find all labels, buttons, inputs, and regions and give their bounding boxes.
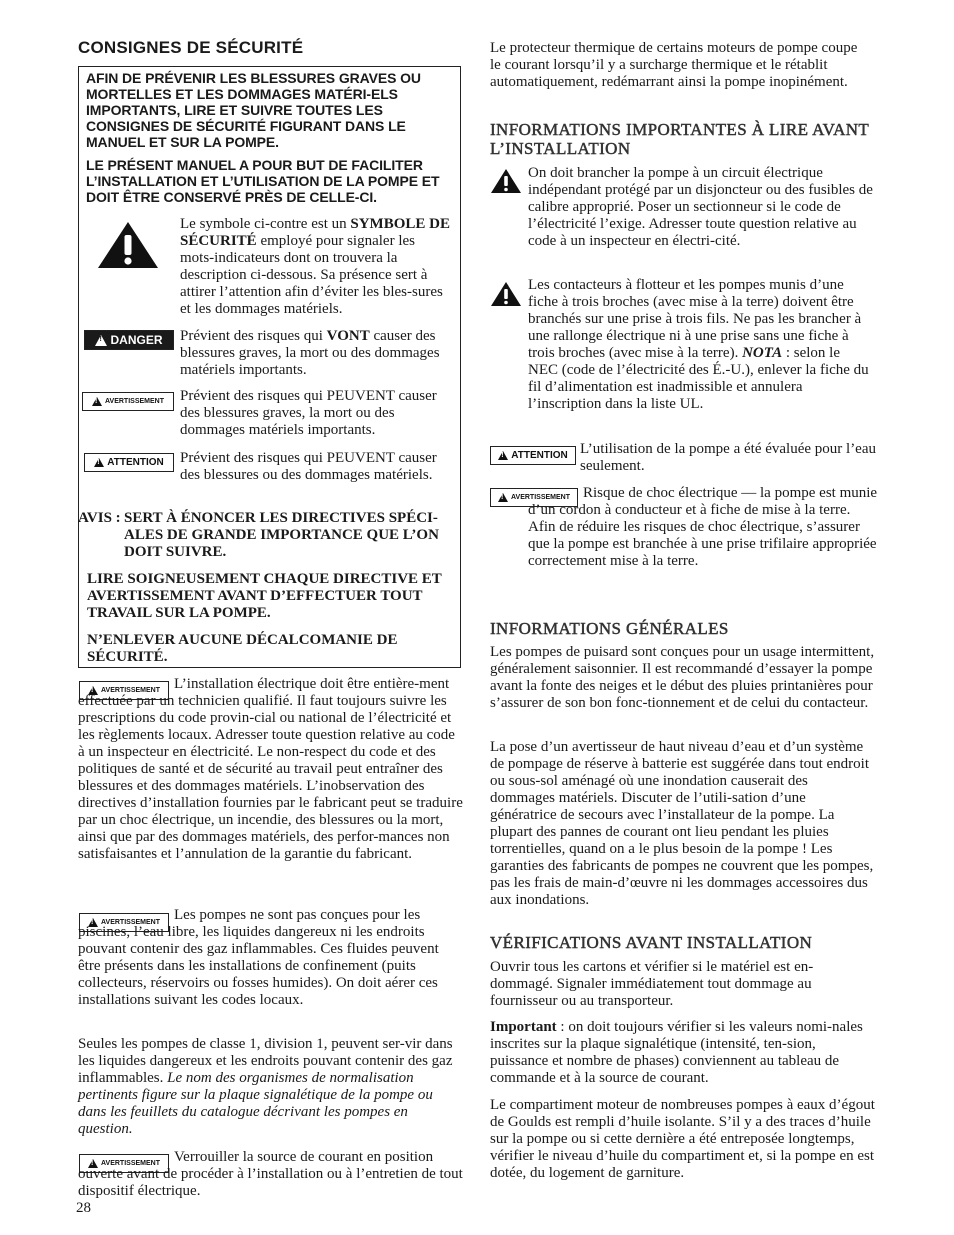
checks-text-2: Important : on doit toujours vérifier si les valeurs nomi-nales inscrites sur la plaque signalétique (intensité, ten-sion, puissance et nombre de phases) conviennent au tableau de commande et à la source de courant. bbox=[490, 1019, 863, 1086]
danger-badge: ! DANGER bbox=[84, 330, 174, 350]
warning-badge: ! AVERTISSEMENT bbox=[79, 1154, 169, 1173]
safety-alert-icon bbox=[490, 168, 522, 194]
thermal-protector-text: Le protecteur thermique de certains moteurs de pompe coupe le courant lorsqu’il y a surcharge thermique et le rétablit automatiquement, redémarrant ainsi la pompe inopinément. bbox=[490, 40, 858, 90]
heading-pre-installation-checks: VÉRIFICATIONS AVANT INSTALLATION bbox=[490, 933, 813, 952]
heading-important-info: INFORMATIONS IMPORTANTES À LIRE AVANT L’INSTALLATION bbox=[490, 120, 869, 158]
checks-text-1: Ouvrir tous les cartons et vérifier si le matériel est en-dommagé. Signaler immédiatement tout dommage au fournisseur ou au transporteur. bbox=[490, 959, 814, 1009]
warning-triangle-icon bbox=[498, 493, 508, 502]
safety-intro-1: AFIN DE PRÉVENIR LES BLESSURES GRAVES OU MORTELLES ET LES DOMMAGES MATÉRI-ELS IMPORTANTS, LIRE ET SUIVRE TOUTES LES CONSIGNES DE SÉCURITÉ FIGURANT DANS LE MANUEL ET SUR LA POMPE. bbox=[86, 70, 421, 150]
warning-triangle-icon bbox=[94, 458, 104, 467]
warning-badge: ! AVERTISSEMENT bbox=[79, 681, 169, 700]
water-only-text: L’utilisation de la pompe a été évaluée pour l’eau seulement. bbox=[580, 441, 877, 474]
section-title: CONSIGNES DE SÉCURITÉ bbox=[78, 38, 304, 57]
pools-hazard-text: Les pompes ne sont pas conçues pour les piscines, l’eau libre, les liquides dangereux ni les endroits pouvant contenir des gaz inflammables. Ces fluides peuvent être présents dans les installations de confinement (puits collecteurs, réservoirs ou fosses humides). On doit aérer ces installations suivant les codes locaux. bbox=[78, 907, 439, 1008]
warning-description: Prévient des risques qui PEUVENT causer des blessures graves, la mort ou des dommages matériels importants. bbox=[180, 388, 437, 438]
safety-intro-2: LE PRÉSENT MANUEL A POUR BUT DE FACILITER L’INSTALLATION ET L’UTILISATION DE LA POMPE ET DOIT ÊTRE CONSERVÉ PRÈS DE CELLE-CI. bbox=[86, 157, 440, 205]
warning-badge: ! AVERTISSEMENT bbox=[82, 392, 174, 411]
heading-general-info: INFORMATIONS GÉNÉRALES bbox=[490, 619, 729, 638]
electric-shock-text: Risque de choc électrique — la pompe est munie d’un cordon à conducteur et à fiche de mise à la terre. Afin de réduire les risques de choc électrique, s’assurer que la pompe est branchée à une prise trifilaire appropriée correctement mise à la terre. bbox=[528, 485, 878, 569]
electrical-installation-text: L’installation électrique doit être entière-ment effectuée par un technicien qualifié. Il faut toujours suivre les prescriptions du code provin-cial ou national de l’électricité et les règlements locaux. Adresser toute question relative au code à un inspecteur en électricité. Le non-respect du code et des politiques de santé et de sécurité au travail peut entraîner des blessures et des dommages matériels. L’inobservation des directives d’installation fournies par le fabricant peut se traduire par un choc électrique, un incendie, des blessures ou la mort, ainsi que par des dommages matériels, des perfor-mances non satisfaisantes et l’annulation de la garantie du fabricant. bbox=[78, 676, 463, 862]
page-number: 28 bbox=[76, 1200, 91, 1216]
do-not-remove-decals: N’ENLEVER AUCUNE DÉCALCOMANIE DE SÉCURITÉ. bbox=[87, 632, 398, 665]
class-division-text: Seules les pompes de classe 1, division 1, peuvent ser-vir dans les liquides dangereux et les endroits pouvant contenir des gaz inflammables. Le nom des organismes de normalisation pertinents figure sur la plaque signalétique de la pompe ou dans les feuillets du catalogue décrivant les pompes en question. bbox=[78, 1036, 453, 1137]
caution-badge: ! ATTENTION bbox=[490, 446, 576, 465]
symbol-description: Le symbole ci-contre est un SYMBOLE DE SÉCURITÉ employé pour signaler les mots-indicateurs dont on trouvera la description ci-dessous. Sa présence sert à attirer l’attention afin d’éviter les bles-sures et les dommages matériels. bbox=[180, 216, 450, 317]
warning-badge: ! AVERTISSEMENT bbox=[79, 913, 169, 932]
warning-badge: ! AVERTISSEMENT bbox=[490, 488, 578, 507]
circuit-text: On doit brancher la pompe à un circuit électrique indépendant protégé par un disjoncteur ou des fusibles de calibre approprié. Poser un sectionneur si le code de l’électricité l’exige. Adresser toute question relative au code à un inspecteur en électri-cité. bbox=[528, 165, 873, 249]
warning-triangle-icon bbox=[498, 451, 508, 460]
notice-paragraph: AVIS : SERT À ÉNONCER LES DIRECTIVES SPÉCI-ALES DE GRANDE IMPORTANCE QUE L’ON DOIT SUIVRE. bbox=[78, 510, 439, 560]
general-info-text-2: La pose d’un avertisseur de haut niveau d’eau et d’un système de pompage de réserve à batterie est suggérée dans tout endroit ou sous-sol aménagé où une inondation causerait des dommages matériels. Discuter de l’utili-sation d’une génératrice de secours avec l’installateur de la pompe. La plupart des pannes de courant ont lieu pendant les pluies torrentielles, quand on a le plus besoin de la pompe ! Les garanties des fabricants de pompes ne couvrent que les pompes, pas les frais de main-d’œuvre ni les dommages accessoires dus aux inondations. bbox=[490, 739, 874, 908]
general-info-text-1: Les pompes de puisard sont conçues pour un usage intermittent, généralement saisonnier. Il est recommandé d’essayer la pompe avant la fonte des neiges et le début des pluies printanières pour s’assurer de son bon fonc-tionnement et de celui du contacteur. bbox=[490, 644, 875, 711]
read-all-instructions: LIRE SOIGNEUSEMENT CHAQUE DIRECTIVE ET AVERTISSEMENT AVANT D’EFFECTUER TOUT TRAVAIL SUR LA POMPE. bbox=[87, 571, 442, 621]
caution-description: Prévient des risques qui PEUVENT causer des blessures ou des dommages matériels. bbox=[180, 450, 437, 483]
checks-text-3: Le compartiment moteur de nombreuses pompes à eaux d’égout de Goulds est rempli d’huile isolante. S’il y a des traces d’huile sur la pompe ou si cette dernière a été entreposée longtemps, vérifier le niveau d’huile du compartiment et, si la pompe en est dotée, du logement de garniture. bbox=[490, 1097, 875, 1181]
lockout-text: Verrouiller la source de courant en position ouverte avant de procéder à l’installation ou à l’entretien de tout dispositif électrique. bbox=[78, 1149, 463, 1199]
three-prong-plug-text: Les contacteurs à flotteur et les pompes munis d’une fiche à trois broches (avec mise à la terre) doivent être branchés sur une prise à trois fils. Ne pas les brancher à une rallonge électrique ni à une prise sans une fiche à trois broches (avec mise à la terre). NOTA : selon le NEC (code de l’électricité des É.-U.), enlever la fiche du fil d’alimentation est inadmissible et annulera l’inscription dans la liste UL. bbox=[528, 277, 869, 412]
safety-alert-icon bbox=[490, 281, 522, 307]
caution-badge: ! ATTENTION bbox=[84, 453, 174, 472]
danger-description: Prévient des risques qui VONT causer des blessures graves, la mort ou des dommages matériels importants. bbox=[180, 328, 440, 378]
warning-triangle-icon bbox=[95, 335, 107, 346]
warning-triangle-icon bbox=[92, 397, 102, 406]
safety-alert-icon bbox=[96, 220, 160, 270]
